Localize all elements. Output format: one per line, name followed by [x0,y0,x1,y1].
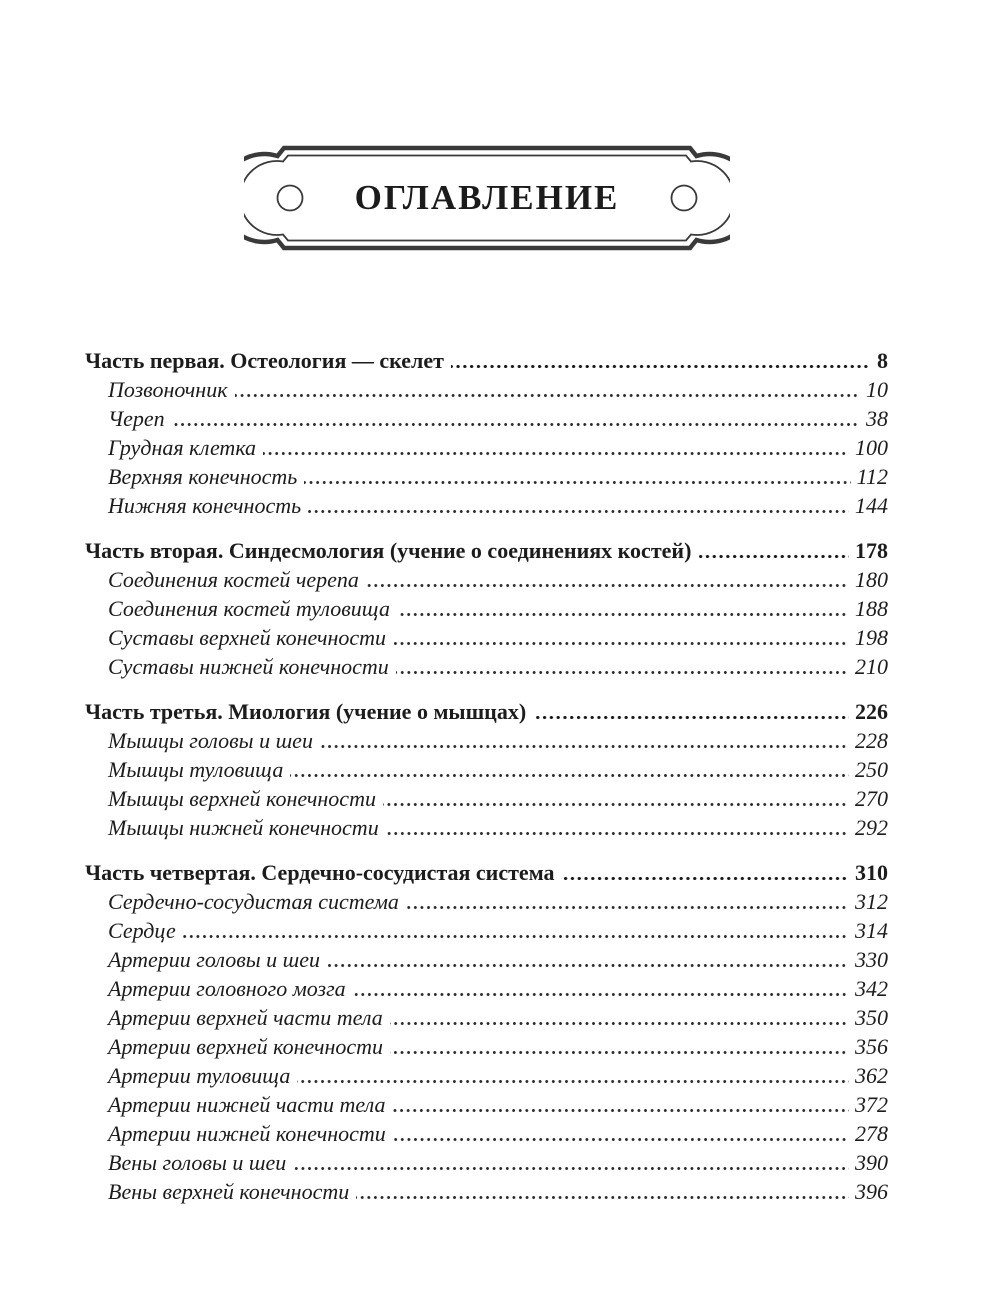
toc-item-label: Суставы нижней конечности [108,654,389,679]
dot-leader [308,510,849,513]
toc-item-row [85,1090,888,1119]
toc-item-page: 390 [855,1150,888,1175]
toc-item-row [85,1032,888,1061]
toc-section [85,536,888,681]
dot-leader [397,613,849,616]
toc-item-label: Артерии нижней части тела [108,1092,386,1117]
page-title: ОГЛАВЛЕНИЕ [354,178,620,217]
toc-item-label: Артерии нижней конечности [108,1121,386,1146]
dot-leader [698,555,849,558]
dot-leader [183,935,849,938]
toc-part-title: Часть третья. Миология (учение о мышцах) [85,699,527,724]
toc-item-label: Вены головы и шеи [108,1150,287,1175]
toc-part-row [85,536,888,565]
toc-item-label: Артерии туловища [108,1063,291,1088]
toc-item-row [85,623,888,652]
dot-leader [392,1109,849,1112]
toc-part-page: 8 [877,348,888,373]
toc-item-label: Сердечно-сосудистая система [108,889,399,914]
toc-item-label: Сердце [108,918,176,943]
toc-item-row [85,974,888,1003]
toc-part-row [85,858,888,887]
toc-item-row [85,1003,888,1032]
dot-leader [562,877,849,880]
toc-item-label: Мышцы туловища [108,757,284,782]
toc-section-items [85,565,888,681]
toc-item-row [85,433,888,462]
dot-leader [172,423,860,426]
toc-item-page: 198 [855,625,888,650]
dot-leader [304,481,850,484]
dot-leader [353,993,849,996]
dot-leader [386,832,849,835]
toc-section-items [85,726,888,842]
toc-item-row [85,1148,888,1177]
dot-leader [356,1196,849,1199]
toc-item-page: 188 [855,596,888,621]
toc-item-page: 292 [855,815,888,840]
toc-item-label: Вены верхней конечности [108,1179,350,1204]
toc-part-page: 226 [855,699,888,724]
toc-item-row [85,887,888,916]
toc-item-page: 314 [855,918,888,943]
toc-item-page: 180 [855,567,888,592]
dot-leader [327,964,849,967]
dot-leader [406,906,849,909]
toc-item-row [85,565,888,594]
toc-item-label: Нижняя конечность [108,493,302,518]
dot-leader [533,716,849,719]
toc-item-page: 278 [855,1121,888,1146]
dot-leader [293,1167,849,1170]
dot-leader [383,803,849,806]
toc-item-row [85,1061,888,1090]
title-plaque [244,144,730,252]
toc-list [85,346,888,1206]
dot-leader [290,774,849,777]
toc-part-page: 310 [855,860,888,885]
toc-item-page: 362 [855,1063,888,1088]
toc-item-row [85,652,888,681]
toc-item-label: Суставы верхней конечности [108,625,387,650]
dot-leader [393,1138,849,1141]
toc-item-page: 312 [855,889,888,914]
toc-section [85,858,888,1206]
toc-part-title: Часть вторая. Синдесмология (учение о соединениях костей) [85,538,692,563]
toc-item-row [85,726,888,755]
toc-item-label: Артерии головного мозга [108,976,346,1001]
toc-item-page: 372 [855,1092,888,1117]
toc-item-label: Верхняя конечность [108,464,298,489]
toc-item-row [85,375,888,404]
toc-part-row [85,346,888,375]
toc-item-label: Мышцы верхней конечности [108,786,376,811]
toc-item-label: Грудная клетка [108,435,257,460]
toc-item-page: 144 [855,493,888,518]
toc-item-label: Череп [108,406,165,431]
toc-item-page: 250 [855,757,888,782]
dot-leader [320,745,849,748]
toc-item-page: 228 [855,728,888,753]
dot-leader [263,452,849,455]
toc-item-row [85,594,888,623]
dot-leader [451,365,871,368]
toc-item-row [85,755,888,784]
toc-item-row [85,462,888,491]
toc-item-row [85,491,888,520]
toc-section-items [85,375,888,520]
toc-item-label: Артерии верхней конечности [108,1034,384,1059]
toc-item-label: Мышцы головы и шеи [108,728,313,753]
toc-item-page: 100 [855,435,888,460]
toc-item-page: 350 [855,1005,888,1030]
toc-item-label: Соединения костей туловища [108,596,390,621]
toc-item-page: 112 [856,464,888,489]
toc-section [85,697,888,842]
dot-leader [390,1022,849,1025]
toc-part-title: Часть четвертая. Сердечно-сосудистая система [85,860,555,885]
toc-item-page: 38 [866,406,888,431]
toc-item-page: 270 [855,786,888,811]
dot-leader [297,1080,849,1083]
toc-item-label: Соединения костей черепа [108,567,359,592]
toc-item-label: Мышцы нижней конечности [108,815,379,840]
toc-item-page: 342 [855,976,888,1001]
toc-item-row [85,813,888,842]
toc-item-row [85,404,888,433]
toc-part-title: Часть первая. Остеология — скелет [85,348,444,373]
dot-leader [390,1051,849,1054]
toc-item-label: Артерии верхней части тела [108,1005,383,1030]
toc-item-page: 210 [855,654,888,679]
dot-leader [393,642,849,645]
toc-item-page: 10 [866,377,888,402]
dot-leader [235,394,861,397]
toc-item-page: 356 [855,1034,888,1059]
toc-item-label: Позвоночник [108,377,228,402]
toc-part-page: 178 [855,538,888,563]
toc-item-row [85,784,888,813]
toc-section [85,346,888,520]
dot-leader [396,671,849,674]
toc-item-row [85,1119,888,1148]
toc-item-row [85,945,888,974]
toc-item-row [85,916,888,945]
toc-item-row [85,1177,888,1206]
toc-item-page: 330 [855,947,888,972]
toc-part-row [85,697,888,726]
toc-section-items [85,887,888,1206]
toc-item-label: Артерии головы и шеи [108,947,321,972]
toc-item-page: 396 [855,1179,888,1204]
dot-leader [366,584,849,587]
